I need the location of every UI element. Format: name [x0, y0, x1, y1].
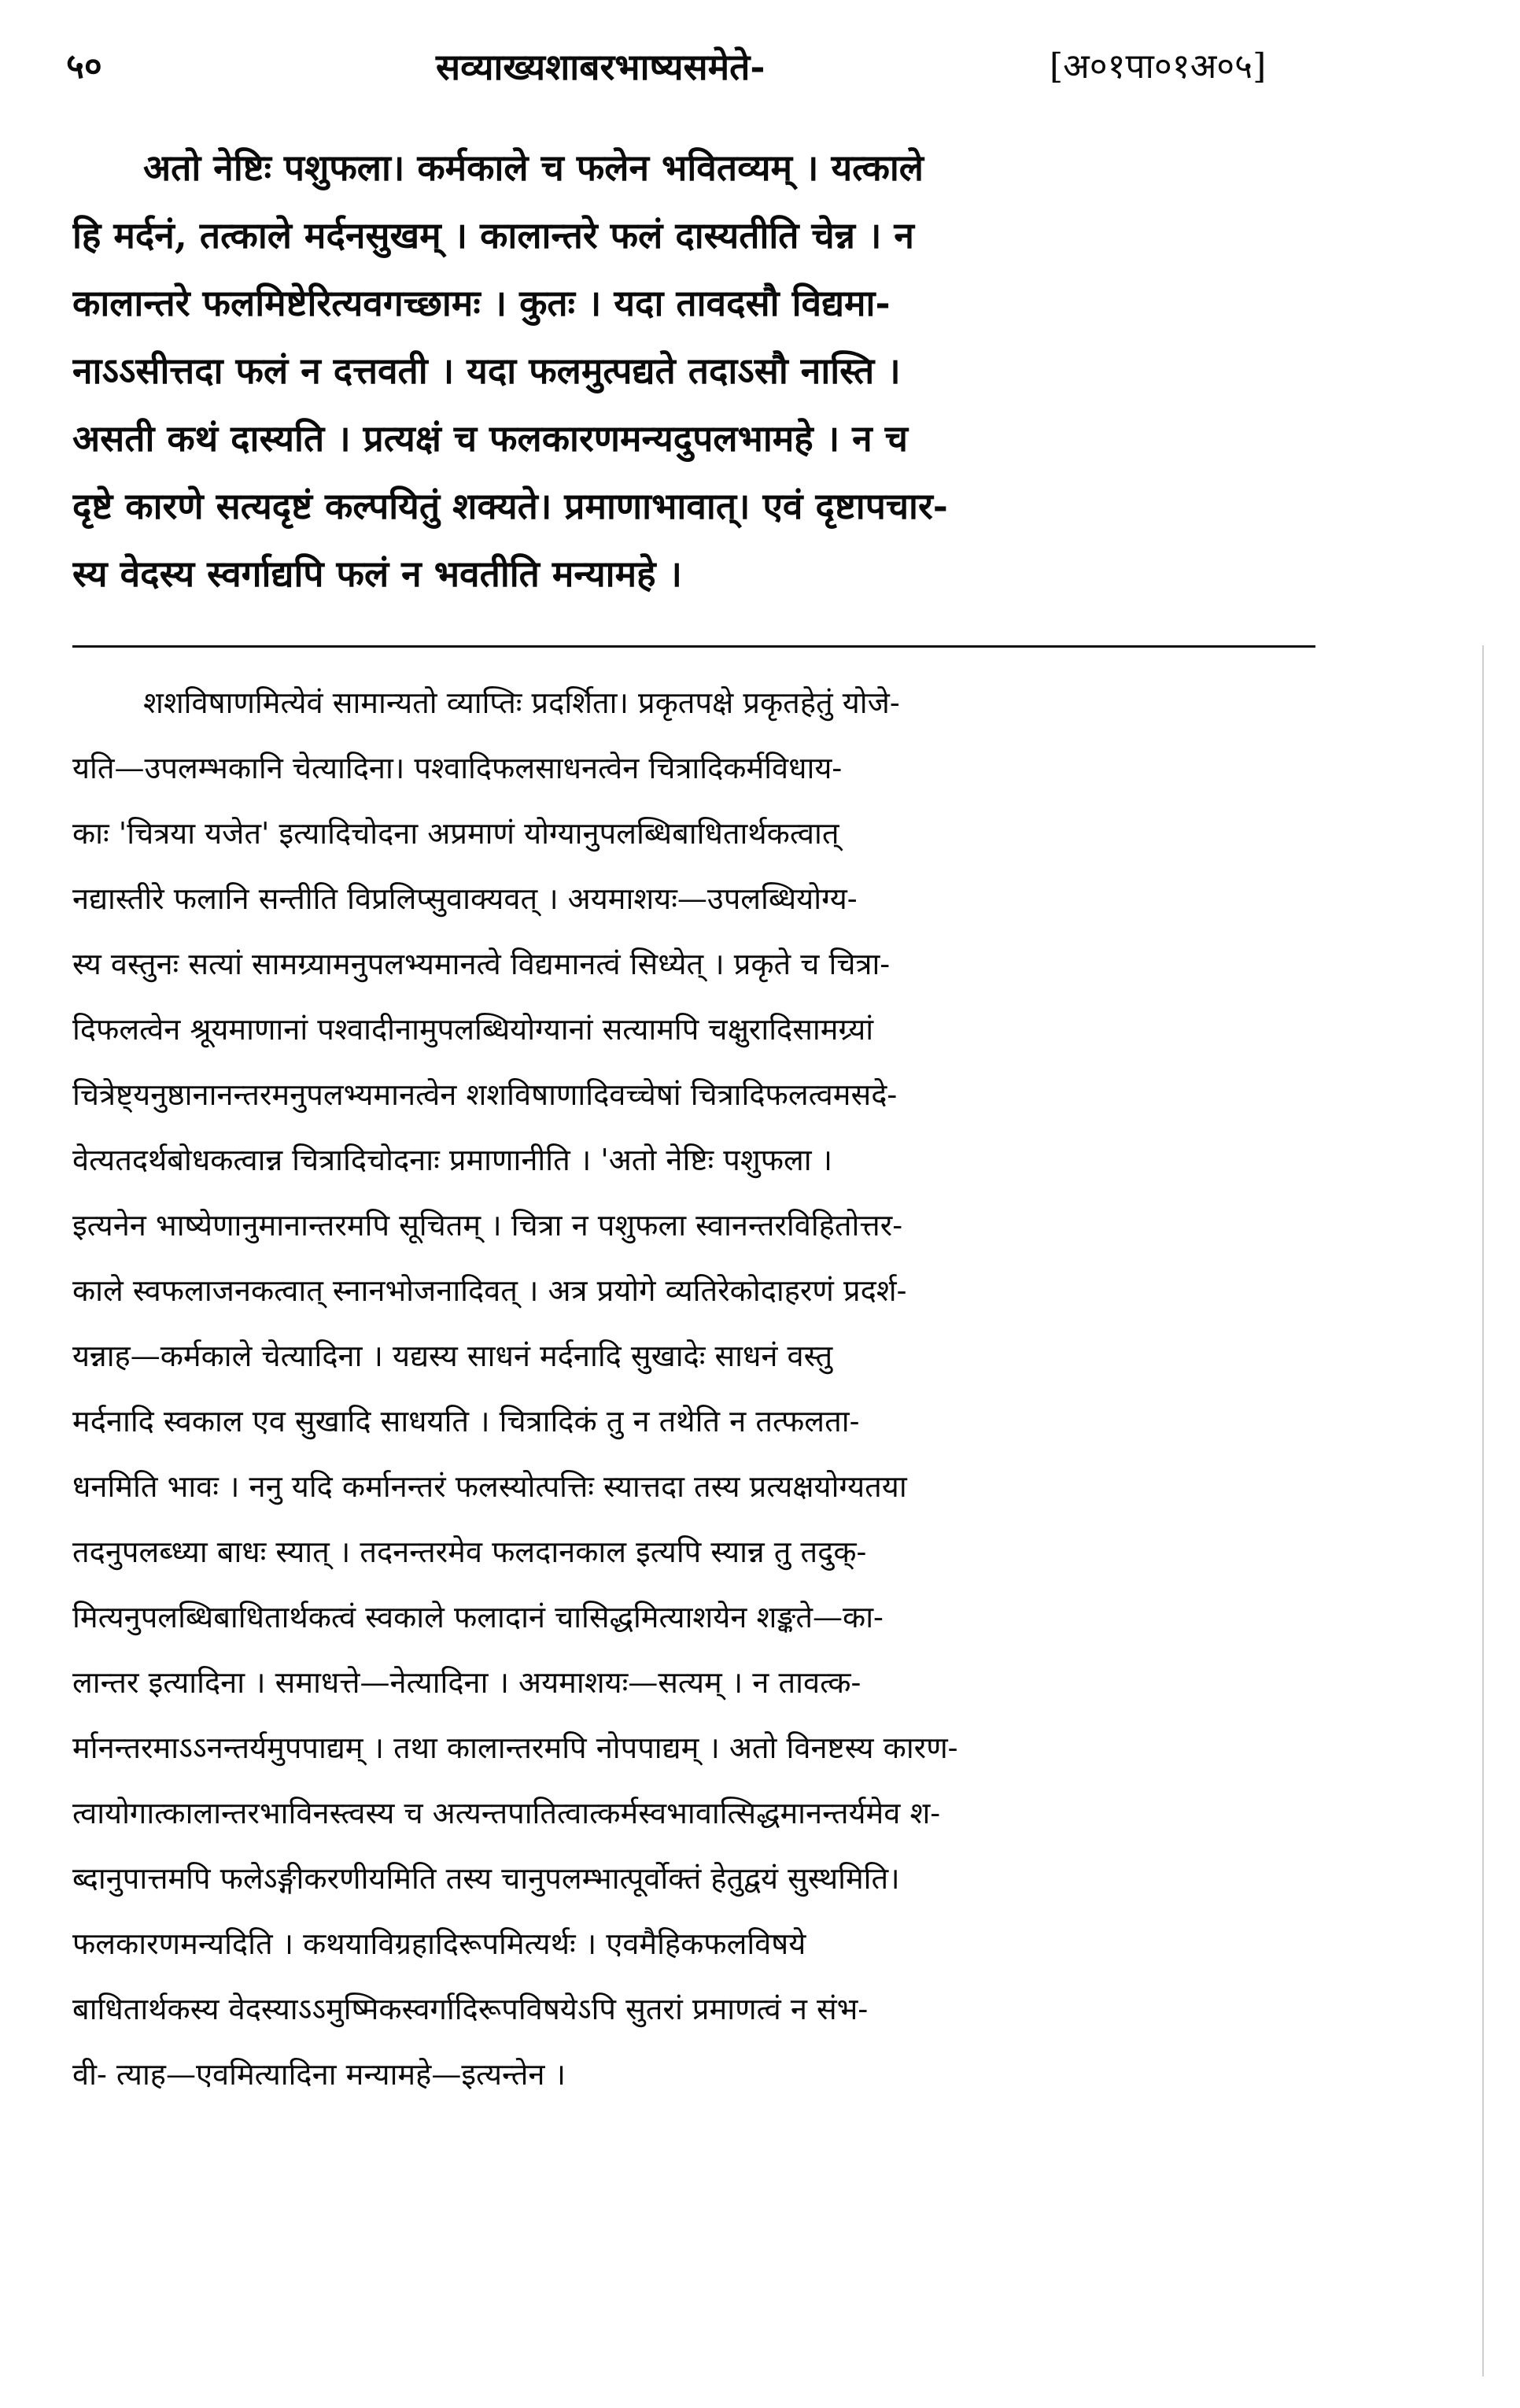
commentary-line: मित्यनुपलब्धिबाधितार्थकत्वं स्वकाले फलादानं चासिद्धमित्याशयेन शङ्कते—का-	[72, 1600, 884, 1634]
running-header	[66, 31, 1341, 102]
commentary-text-block	[72, 670, 1347, 2107]
running-title: सव्याख्यशाबरभाष्यसमेते-	[436, 46, 766, 88]
commentary-line: यति—उपलम्भकानि चेत्यादिना। पश्वादिफलसाधनत्वेन चित्रादिकर्मविधाय-	[72, 751, 843, 785]
commentary-line: स्य वस्तुनः सत्यां सामग्र्यामनुपलभ्यमानत्वे विद्यमानत्वं सिध्येत् । प्रकृते च चित्रा-	[72, 947, 891, 981]
bhashya-line: नाऽऽसीत्तदा फलं न दत्तवती । यदा फलमुत्पद्यते तदाऽसौ नास्ति ।	[72, 349, 901, 392]
commentary-line: त्वायोगात्कालान्तरभाविनस्त्वस्य च अत्यन्तपातित्वात्कर्मस्वभावात्सिद्धमानन्तर्यमेव श-	[72, 1796, 941, 1830]
commentary-line: इत्यनेन भाष्येणानुमानान्तरमपि सूचितम् । चित्रा न पशुफला स्वानन्तरविहितोत्तर-	[72, 1208, 903, 1243]
bhashya-line: दृष्टे कारणे सत्यदृष्टं कल्पयितुं शक्यते। प्रमाणाभावात्। एवं दृष्टापचार-	[72, 485, 948, 527]
bhashya-line: हि मर्दनं, तत्काले मर्दनसुखम् । कालान्तरे फलं दास्यतीति चेन्न । न	[72, 214, 914, 257]
section-reference: [अ०१पा०१अ०५]	[1050, 46, 1267, 87]
bhashya-line: अतो नेष्टिः पशुफला। कर्मकाले च फलेन भवितव्यम् । यत्काले	[143, 146, 924, 189]
bhashya-line: स्य वेदस्य स्वर्गाद्यपि फलं न भवतीति मन्यामहे ।	[72, 552, 682, 595]
commentary-line: ब्दानुपात्तमपि फलेऽङ्गीकरणीयमिति तस्य चानुपलम्भात्पूर्वोक्तं हेतुद्वयं सुस्थमिति।	[72, 1861, 900, 1896]
commentary-line: यन्नाह—कर्मकाले चेत्यादिना । यद्यस्य साधनं मर्दनादि सुखादेः साधनं वस्तु	[72, 1339, 833, 1373]
commentary-line: शशविषाणमित्येवं सामान्यतो व्याप्तिः प्रदर्शिता। प्रकृतपक्षे प्रकृतहेतुं योजे-	[143, 685, 900, 720]
scan-margin-edge	[1482, 645, 1484, 2377]
commentary-line: दिफलत्वेन श्रूयमाणानां पश्वादीनामुपलब्धियोग्यानां सत्यामपि चक्षुरादिसामग्र्यां	[72, 1012, 874, 1047]
commentary-line: धनमिति भावः । ननु यदि कर्मानन्तरं फलस्योत्पत्तिः स्यात्तदा तस्य प्रत्यक्षयोग्यतया	[72, 1469, 907, 1504]
commentary-line: नद्यास्तीरे फलानि सन्तीति विप्रलिप्सुवाक्यवत् । अयमाशयः—उपलब्धियोग्य-	[72, 881, 858, 916]
commentary-line: तदनुपलब्ध्या बाधः स्यात् । तदनन्तरमेव फलदानकाल इत्यपि स्यान्न तु तदुक्-	[72, 1535, 867, 1569]
bhashya-text-block	[72, 134, 1331, 608]
commentary-line: काले स्वफलाजनकत्वात् स्नानभोजनादिवत् । अत्र प्रयोगे व्यतिरेकोदाहरणं प्रदर्श-	[72, 1273, 907, 1308]
section-divider	[72, 645, 1315, 648]
commentary-line: र्मानन्तरमाऽऽनन्तर्यमुपपाद्यम् । तथा कालान्तरमपि नोपपाद्यम् । अतो विनष्टस्य कारण-	[72, 1730, 958, 1765]
bhashya-line: कालान्तरे फलमिष्टेरित्यवगच्छामः । कुतः । यदा तावदसौ विद्यमा-	[72, 282, 891, 324]
commentary-line: मर्दनादि स्वकाल एव सुखादि साधयति । चित्रादिकं तु न तथेति न तत्फलता-	[72, 1404, 860, 1439]
commentary-line: लान्तर इत्यादिना । समाधत्ते—नेत्यादिना । अयमाशयः—सत्यम् । न तावत्क-	[72, 1665, 861, 1700]
commentary-line: काः 'चित्रया यजेत' इत्यादिचोदना अप्रमाणं योग्यानुपलब्धिबाधितार्थकत्वात्	[72, 816, 839, 851]
commentary-line: वी- त्याह—एवमित्यादिना मन्यामहे—इत्यन्तेन ।	[72, 2057, 566, 2092]
bhashya-line: असती कथं दास्यति । प्रत्यक्षं च फलकारणमन्यदुपलभामहे । न च	[72, 417, 908, 460]
page-number: ५०	[66, 46, 102, 87]
commentary-line: वेत्यतदर्थबोधकत्वान्न चित्रादिचोदनाः प्रमाणानीति । 'अतो नेष्टिः पशुफला ।	[72, 1143, 833, 1177]
commentary-line: बाधितार्थकस्य वेदस्याऽऽमुष्मिकस्वर्गादिरूपविषयेऽपि सुतरां प्रमाणत्वं न संभ-	[72, 1992, 869, 2026]
commentary-line: फलकारणमन्यदिति । कथयाविग्रहादिरूपमित्यर्थः । एवमैहिकफलविषये	[72, 1926, 806, 1961]
commentary-line: चित्रेष्ट्यनुष्ठानानन्तरमनुपलभ्यमानत्वेन शशविषाणादिवच्चेषां चित्रादिफलत्वमसदे-	[72, 1077, 898, 1112]
